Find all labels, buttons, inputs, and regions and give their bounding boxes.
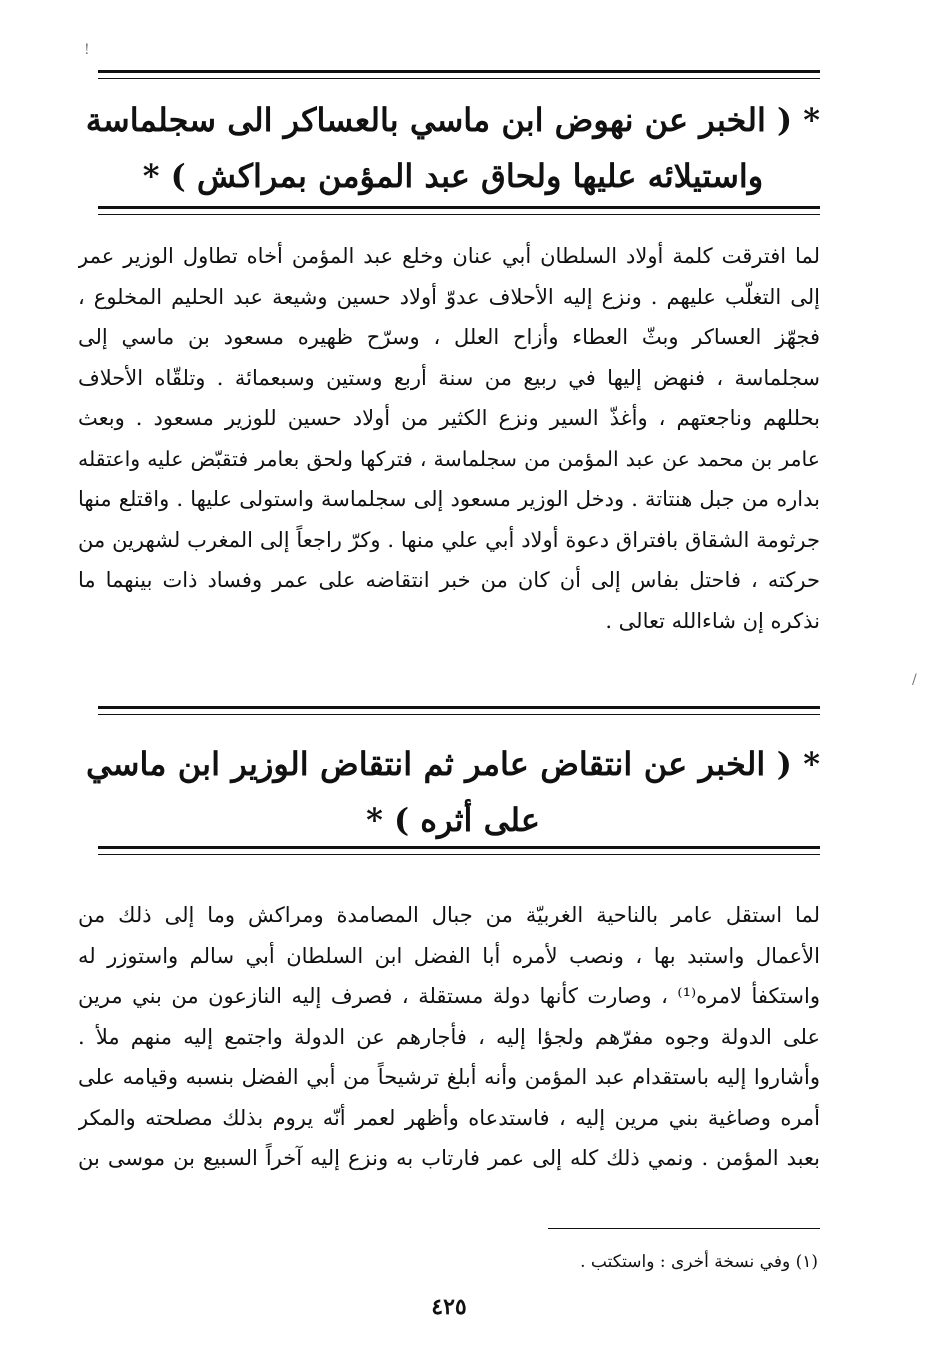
- body-line: بعبد المؤمن . ونمي ذلك كله إلى عمر فارتاب به ونزع إليه آخراً السبيع بن موسى بن: [78, 1146, 820, 1170]
- margin-mark-side: /: [912, 672, 917, 688]
- body-line: لما افترقت كلمة أولاد السلطان أبي عنان وخلع عبد المؤمن أخاه تطاول الوزير عمر: [78, 244, 820, 268]
- body-line: أمره وصاغية بني مرين إليه ، فاستدعاه وأظهر لعمر أنّه يروم بذلك مصلحته والمكر: [78, 1105, 820, 1130]
- footnote: (١) وفي نسخة أخرى : واستكتب .: [580, 1252, 818, 1272]
- body-line: سجلماسة ، فنهض إليها في ربيع من سنة أربع وستين وسبعمائة . وتلقّاه الأحلاف: [78, 365, 820, 390]
- margin-mark-top: !: [84, 42, 90, 58]
- section-1-heading: [86, 92, 820, 204]
- body-line: لما استقل عامر بالناحية الغربيّة من جبال المصامدة ومراكش وما إلى ذلك من: [78, 903, 820, 927]
- body-line: بداره من جبل هنتاتة . ودخل الوزير مسعود إلى سجلماسة واستولى عليها . واقتلع منها: [78, 487, 820, 511]
- body-line: واستكفأ لامره⁽¹⁾ ، وصارت كأنها دولة مستقلة ، فصرف إليه النازعون من بني مرين: [78, 984, 820, 1008]
- section-2-heading: [86, 736, 820, 848]
- body-line: حركته ، فاحتل بفاس إلى أن كان من خبر انتقاضه على عمر وفساد ذات بينهما ما: [78, 568, 820, 592]
- section-2-body: [78, 895, 820, 1179]
- section-2-heading-line: * ( الخبر عن انتقاض عامر ثم انتقاض الوزير ابن ماسي: [86, 745, 821, 783]
- body-line: على الدولة وجوه مفرّهم ولجؤا إليه ، فأجارهم عن الدولة واجتمع إليه منهم ملأ .: [78, 1024, 820, 1049]
- section-2-bottom-rule: [98, 846, 820, 855]
- page-number: ٤٢٥: [431, 1294, 467, 1320]
- body-line: نذكره إن شاءالله تعالى .: [605, 608, 820, 633]
- body-line: جرثومة الشقاق بافتراق دعوة أولاد أبي علي منها . وكرّ راجعاً إلى المغرب لشهرين من: [78, 527, 820, 552]
- body-line: إلى التغلّب عليهم . ونزع إليه الأحلاف عدوّ أولاد حسين وشيعة عبد الحليم المخلوع ،: [78, 284, 820, 309]
- body-line: وأشاروا إليه باستقدام عبد المؤمن وأنه أبلغ ترشيحاً من أبي الفضل بنسبه وقيامه على: [78, 1065, 820, 1089]
- body-line: الأعمال واستبد بها ، ونصب لأمره أبا الفضل ابن السلطان أبي سالم واستوزر له: [78, 943, 820, 968]
- section-2-heading-line: على أثره ) *: [366, 801, 540, 839]
- footnote-separator: [548, 1228, 820, 1229]
- section-1-heading-line: واستيلائه عليها ولحاق عبد المؤمن بمراكش ) *: [142, 157, 764, 195]
- section-1-bottom-rule: [98, 206, 820, 215]
- document-page: [78, 0, 820, 1371]
- section-2-top-rule: [98, 706, 820, 715]
- section-1-top-rule: [98, 70, 820, 79]
- body-line: فجهّز العساكر وبثّ العطاء وأزاح العلل ، وسرّح ظهيره مسعود بن ماسي إلى: [78, 325, 820, 349]
- body-line: عامر بن محمد عن عبد المؤمن من سجلماسة ، فتركها ولحق بعامر فتقبّض عليه واعتقله: [78, 446, 820, 471]
- section-1-heading-line: * ( الخبر عن نهوض ابن ماسي بالعساكر الى سجلماسة: [85, 101, 820, 139]
- section-1-body: [78, 236, 820, 641]
- body-line: بحللهم وناجعتهم ، وأغذّ السير ونزع الكثير من أولاد حسين للوزير مسعود . وبعث: [78, 406, 820, 430]
